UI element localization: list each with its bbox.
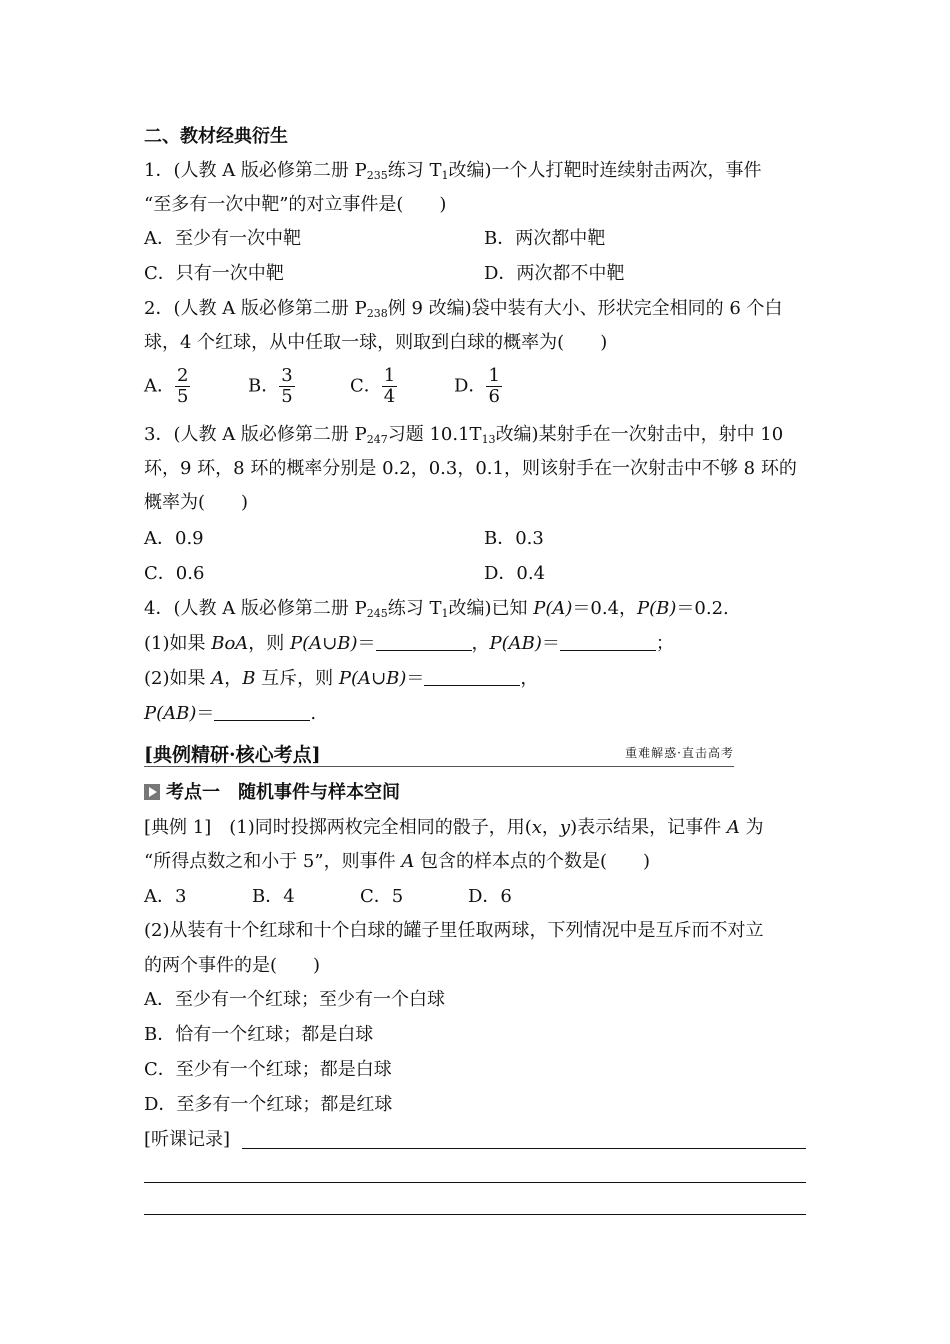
q4-part2: (2)如果 A，B 互斥，则 P(A∪B)＝ ， (144, 668, 539, 689)
q4-line1: 4．(人教 A 版必修第二册 $P_{245}$练习 $T_1$改编)已知 P(A)＝0.4，P(B)＝0.2. (144, 598, 729, 620)
q2-option-d: D． $\frac{1}{6}$ (454, 365, 500, 407)
q3-line1: 3．(人教 A 版必修第二册 $P_{247}$习题 $10.1T_{13}$改编)某射手在一次射击中，射中 10 (144, 424, 784, 446)
header-divider (144, 766, 734, 767)
q1-option-a: A．至少有一次中靶 (144, 228, 301, 249)
q3-option-a: A．0.9 (144, 528, 204, 549)
ex1-option-b: B．4 (252, 886, 295, 907)
answer-blank[interactable] (214, 702, 310, 721)
q1-line2: “至多有一次中靶”的对立事件是( ) (144, 194, 447, 215)
ex1-p2-option-c: C．至少有一个红球；都是白球 (144, 1059, 392, 1080)
fraction: $\frac{3}{5}$ (281, 365, 293, 407)
answer-blank[interactable] (376, 632, 472, 651)
q1-line1: 1．(人教 A 版必修第二册 $P_{235}$练习 $T_1$改编)一个人打靶时连续射击两次，事件 (144, 160, 762, 182)
q1-option-c: C．只有一次中靶 (144, 263, 284, 284)
ex1-p2-option-d: D．至多有一个红球；都是红球 (144, 1094, 393, 1115)
q2-line2: 球，4 个红球，从中任取一球，则取到白球的概率为( ) (144, 332, 608, 353)
fraction: $\frac{1}{4}$ (383, 365, 396, 407)
section-header (144, 740, 734, 768)
fraction: $\frac{2}{5}$ (177, 365, 189, 407)
example1-part2-line1: (2)从装有十个红球和十个白球的罐子里任取两球，下列情况中是互斥而不对立 (144, 920, 764, 941)
answer-blank[interactable] (560, 632, 656, 651)
q2-option-a: A． $\frac{2}{5}$ (144, 365, 189, 407)
answer-blank[interactable] (424, 667, 520, 686)
section-title: 二、教材经典衍生 (144, 126, 288, 147)
q3-option-d: D．0.4 (484, 563, 546, 584)
play-triangle-icon (144, 784, 160, 800)
q3-option-b: B．0.3 (484, 528, 544, 549)
notes-label: [听课记录] (144, 1129, 231, 1150)
q1-option-b: B．两次都中靶 (484, 228, 606, 249)
fraction: $\frac{1}{6}$ (488, 365, 500, 407)
kaodian-heading: 考点一 随机事件与样本空间 (144, 780, 400, 806)
ex1-option-d: D．6 (468, 886, 512, 907)
ex1-p2-option-b: B．恰有一个红球；都是白球 (144, 1024, 374, 1045)
notes-line[interactable] (144, 1214, 806, 1215)
section-header-tag: 重难解惑·直击高考 (625, 746, 734, 760)
example1-line2: “所得点数之和小于 5”，则事件 A 包含的样本点的个数是( ) (144, 851, 651, 872)
q3-line2: 环，9 环，8 环的概率分别是 0.2，0.3，0.1，则该射手在一次射击中不够 8 环的 (144, 458, 797, 479)
q4-part3: P(AB)＝ . (144, 703, 317, 724)
ex1-p2-option-a: A．至少有一个红球；至少有一个白球 (144, 989, 445, 1010)
q2-line1: 2．(人教 A 版必修第二册 $P_{238}$例 9 改编)袋中装有大小、形状完全相同的 6 个白 (144, 298, 783, 320)
q4-part1: (1)如果 BoA，则 P(A∪B)＝ ，P(AB)＝ ； (144, 633, 674, 654)
section-header-title: [典例精研·核心考点] (144, 744, 321, 766)
q3-line3: 概率为( ) (144, 492, 249, 513)
q2-option-c: C． $\frac{1}{4}$ (350, 365, 396, 407)
example1-part2-line2: 的两个事件的是( ) (144, 955, 321, 976)
q3-option-c: C．0.6 (144, 563, 205, 584)
ex1-option-a: A．3 (144, 886, 187, 907)
example1-line1: [典例 1] (1)同时投掷两枚完全相同的骰子，用(x，y)表示结果，记事件 A 为 (144, 817, 764, 838)
notes-line[interactable] (242, 1148, 806, 1149)
ex1-option-c: C．5 (360, 886, 404, 907)
q1-option-d: D．两次都不中靶 (484, 263, 625, 284)
q2-option-b: B． $\frac{3}{5}$ (248, 365, 293, 407)
notes-line[interactable] (144, 1182, 806, 1183)
